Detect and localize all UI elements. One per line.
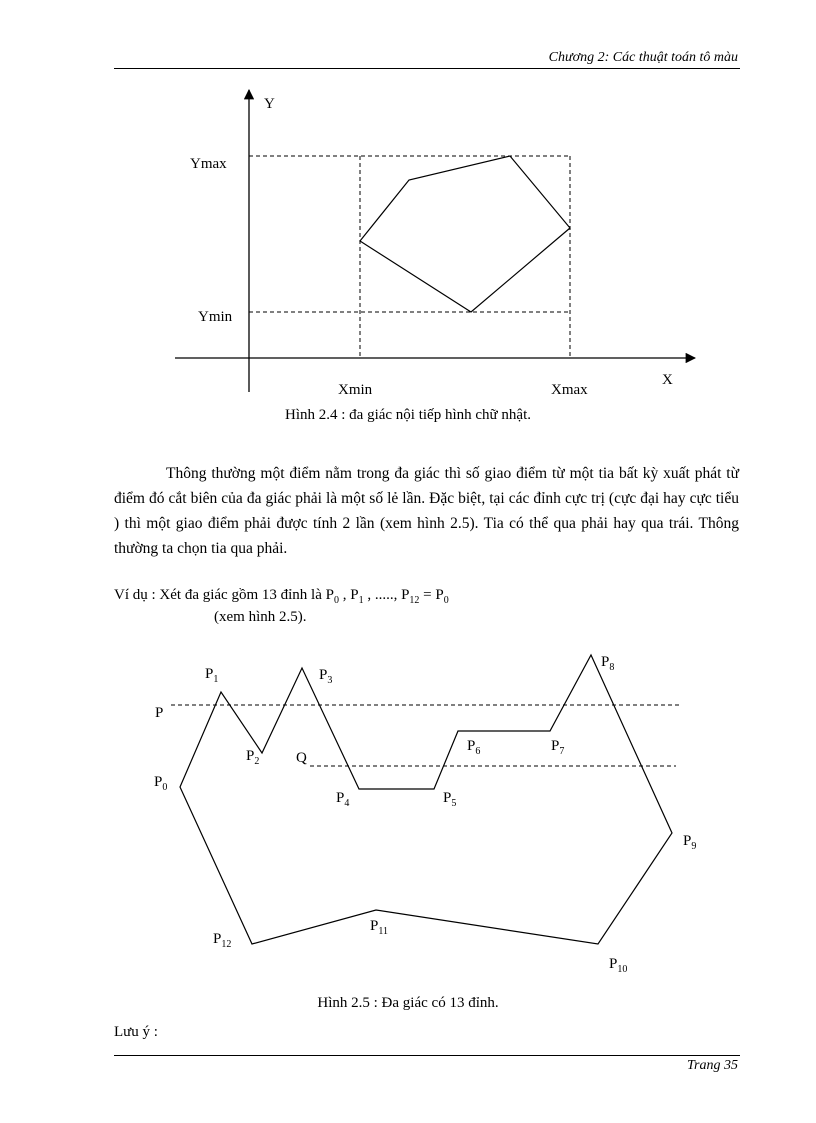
page-number: Trang 35: [687, 1058, 738, 1073]
vertex-label-p6: $P_6$: [467, 738, 481, 757]
vertex-label-p11: $P_{11}$: [370, 918, 388, 937]
vertex-label-p2: $P_2$: [246, 748, 260, 767]
vertex-label-p9: $P_9$: [683, 833, 697, 852]
axis-y-label: Y: [264, 96, 275, 112]
figure-2-4-caption: Hình 2.4 : đa giác nội tiếp hình chữ nhật.: [285, 407, 531, 423]
chapter-header: Chương 2: Các thuật toán tô màu: [548, 50, 738, 65]
vertex-label-p0: $P_0$: [154, 774, 168, 793]
xmax-label: Xmax: [551, 382, 588, 398]
vertex-label-p7: $P_7$: [551, 738, 565, 757]
vertex-label-p1: $P_1$: [205, 666, 219, 685]
vertex-label-p4: $P_4$: [336, 790, 350, 809]
thirteen-vertex-polygon: [180, 655, 672, 944]
vertex-label-p12: $P_{12}$: [213, 931, 232, 950]
vertex-labels: [154, 654, 696, 975]
ymin-label: Ymin: [198, 309, 233, 325]
footer-rule: [114, 1055, 740, 1056]
vertex-label-p5: $P_5$: [443, 790, 457, 809]
xmin-label: Xmin: [338, 382, 373, 398]
figure-2-5-caption: Hình 2.5 : Đa giác có 13 đỉnh.: [317, 995, 499, 1011]
example-line-2: (xem hình 2.5).: [214, 609, 307, 625]
example-vertex-list: $P_0$ , $P_1$ , ....., $P_{12} = P_0$: [325, 587, 449, 606]
ray-q-label: Q: [296, 750, 307, 766]
vertex-label-p8: $P_8$: [601, 654, 615, 673]
axis-x-label: X: [662, 372, 673, 388]
ymax-label: Ymax: [190, 156, 227, 172]
vertex-label-p3: $P_3$: [319, 667, 333, 686]
ray-p-label: P: [155, 705, 164, 721]
paragraph-1: Thông thường một điểm nằm trong đa giác thì số giao điểm từ một tia bất kỳ xuất phát từ điểm đó cắt biên của đa giác phải là một số lẻ lần. Đặc biệt, tại các đỉnh cực trị (cực đại hay cực tiểu ) thì một giao điểm phải được tính 2 lần (xem hình 2.5). Tia có thể qua phải hay qua trái. Thông thường ta chọn tia qua phải.: [114, 465, 739, 557]
vertex-label-p10: $P_{10}$: [609, 956, 628, 975]
example-prefix: Ví dụ : Xét đa giác gồm 13 đỉnh là: [114, 587, 326, 603]
note-label: Lưu ý :: [114, 1024, 158, 1040]
